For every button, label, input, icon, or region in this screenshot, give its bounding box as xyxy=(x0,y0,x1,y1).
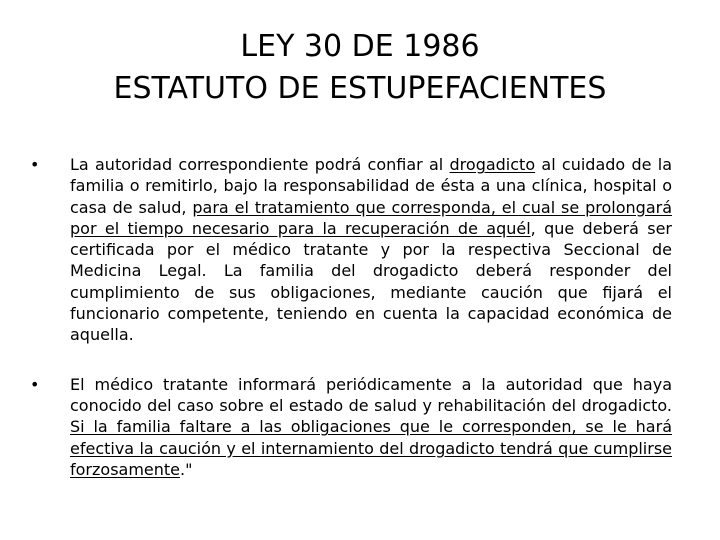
bullet-1-underlined-2: para el tratamiento que corresponda, el cual se prolongará por el tiempo necesario para la recuperación de aquél xyxy=(70,197,673,238)
bullet-1-underlined-1: drogadicto xyxy=(449,155,536,174)
bullet-1-text-1: La autoridad correspondiente podrá confiar al xyxy=(70,155,450,174)
bullet-icon: • xyxy=(30,374,40,394)
bullet-2-text-2: ." xyxy=(180,459,193,479)
bullet-item-1 xyxy=(30,154,672,346)
bullet-item-2 xyxy=(30,374,672,480)
slide-title xyxy=(40,26,680,110)
title-line-2: ESTATUTO DE ESTUPEFACIENTES xyxy=(113,71,607,106)
bullet-1-text-2: al cuidado de la familia o remitirlo, bajo la responsabilidad de ésta a una clínica, hospital o casa de salud, xyxy=(70,155,672,217)
bullet-2-text-1: El médico tratante informará periódicamente a la autoridad que haya conocido del caso sobre el estado de salud y rehabilitación del drogadicto. xyxy=(70,374,672,415)
bullet-1-text-3: , que deberá ser certificada por el médico tratante y por la respectiva Seccional de Medicina Legal. La familia del drogadicto deberá responder del cumplimiento de sus obligaciones, mediante caución que fijará el funcionario competente, teniendo en cuenta la capacidad económica de aquella. xyxy=(70,218,673,345)
bullet-icon: • xyxy=(30,155,40,174)
bullet-2-underlined-1: Si la familia faltare a las obligaciones que le corresponden, se le hará efectiva la caución y el internamiento del drogadicto tendrá que cumplirse forzosamente xyxy=(70,417,672,479)
bullet-list xyxy=(30,154,672,480)
title-line-1: LEY 30 DE 1986 xyxy=(240,29,480,64)
